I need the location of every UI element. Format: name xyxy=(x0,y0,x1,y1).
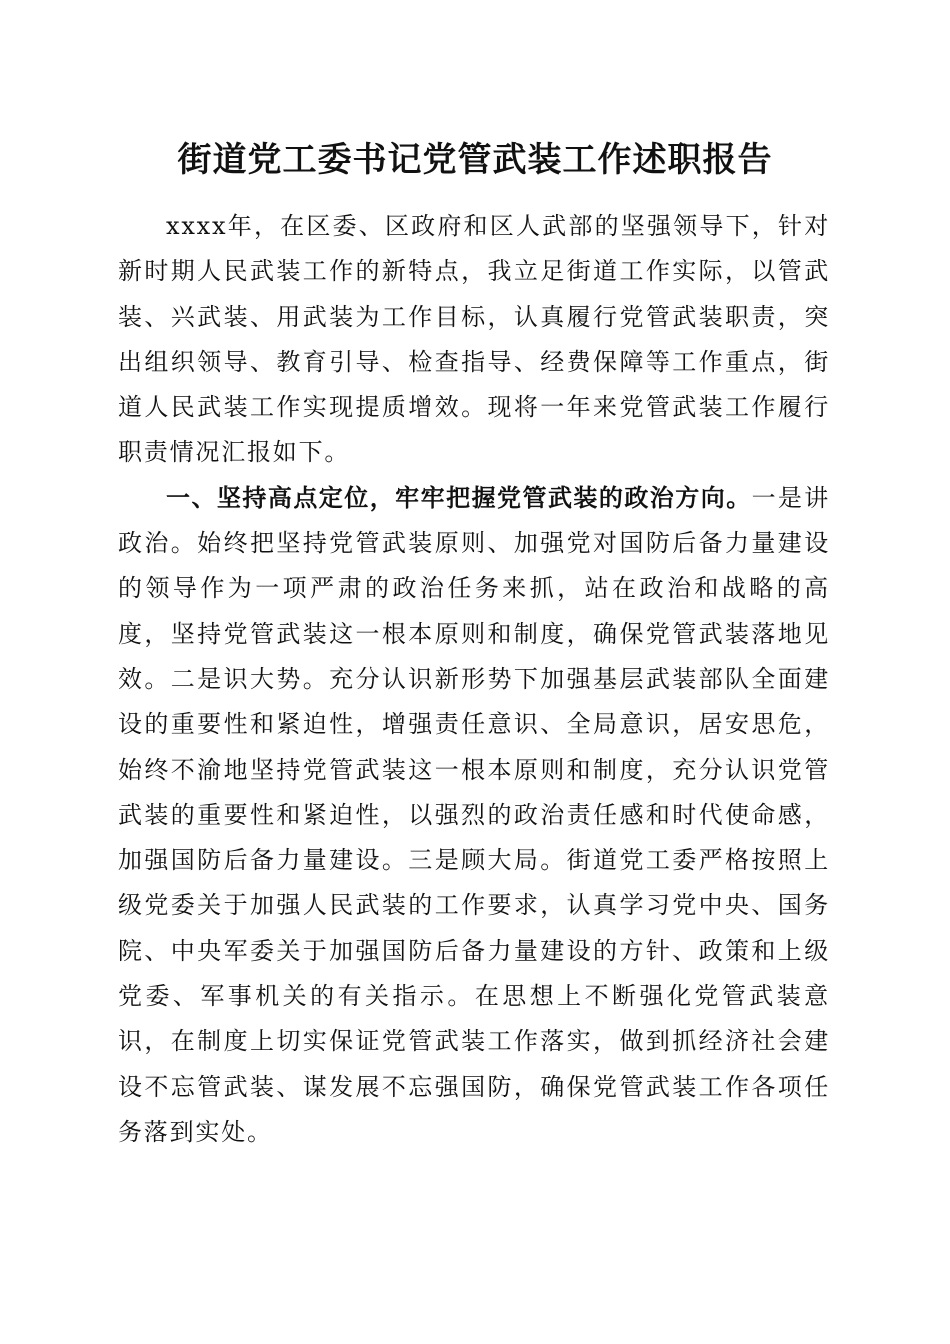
section-1-body: 一是讲政治。始终把坚持党管武装原则、加强党对国防后备力量建设的领导作为一项严肃的政治任务来抓，站在政治和战略的高度，坚持党管武装这一根本原则和制度，确保党管武装落地见效。二是识大势。充分认识新形势下加强基层武装部队全面建设的重要性和紧迫性，增强责任意识、全局意识，居安思危，始终不渝地坚持党管武装这一根本原则和制度，充分认识党管武装的重要性和紧迫性，以强烈的政治责任感和时代使命感，加强国防后备力量建设。三是顾大局。街道党工委严格按照上级党委关于加强人民武装的工作要求，认真学习党中央、国务院、中央军委关于加强国防后备力量建设的方针、政策和上级党委、军事机关的有关指示。在思想上不断强化党管武装意识，在制度上切实保证党管武装工作落实，做到抓经济社会建设不忘管武装、谋发展不忘强国防，确保党管武装工作各项任务落到实处。 xyxy=(118,483,830,1146)
section-1-heading: 一、坚持高点定位，牢牢把握党管武装的政治方向。 xyxy=(166,483,752,512)
section-1-paragraph xyxy=(118,476,830,1155)
document-title: 街道党工委书记党管武装工作述职报告 xyxy=(177,140,773,180)
intro-paragraph: xxxx年，在区委、区政府和区人武部的坚强领导下，针对新时期人民武装工作的新特点，我立足街道工作实际，以管武装、兴武装、用武装为工作目标，认真履行党管武装职责，突出组织领导、教育引导、检查指导、经费保障等工作重点，街道人民武装工作实现提质增效。现将一年来党管武装工作履行职责情况汇报如下。 xyxy=(118,212,830,467)
document-body xyxy=(118,204,830,1155)
